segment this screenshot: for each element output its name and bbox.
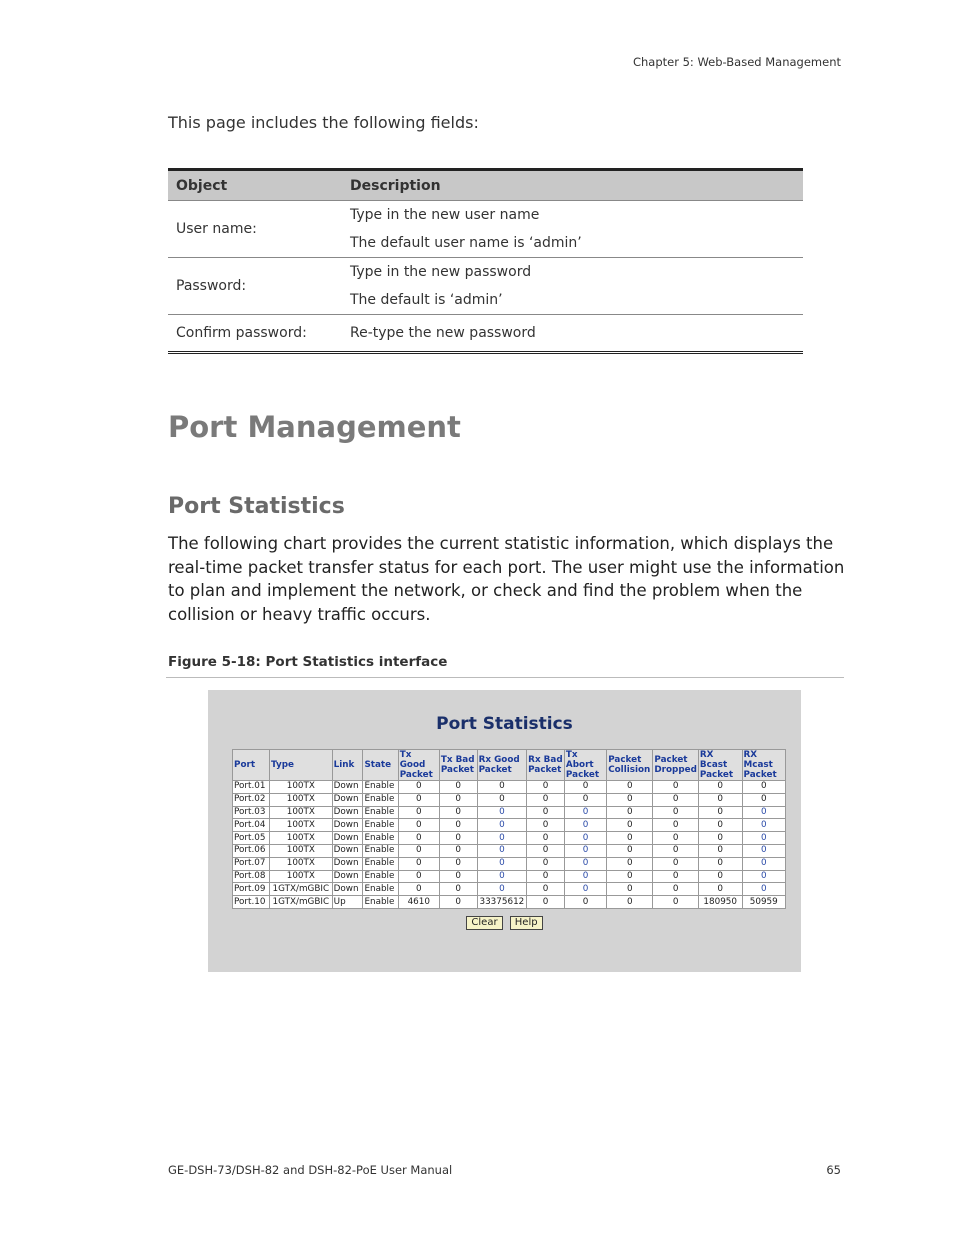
stats-cell: 0 xyxy=(477,857,527,870)
fields-table xyxy=(168,168,803,354)
stats-cell: 0 xyxy=(564,832,606,845)
stats-cell: 0 xyxy=(398,806,439,819)
stats-cell: 100TX xyxy=(270,781,333,794)
stats-cell: 0 xyxy=(653,806,699,819)
stats-cell: Port.03 xyxy=(233,806,270,819)
stats-cell: Up xyxy=(332,896,363,909)
stats-cell: Enable xyxy=(363,781,398,794)
fields-table-header xyxy=(168,170,803,201)
help-button[interactable]: Help xyxy=(510,916,543,930)
stats-cell: Enable xyxy=(363,857,398,870)
stats-cell: 0 xyxy=(698,793,742,806)
stats-cell: Down xyxy=(332,883,363,896)
stats-cell: Down xyxy=(332,819,363,832)
stats-column-header: State xyxy=(363,750,398,781)
stats-cell: 0 xyxy=(477,870,527,883)
stats-cell: 0 xyxy=(477,781,527,794)
stats-cell: 0 xyxy=(477,806,527,819)
stats-cell: 0 xyxy=(398,844,439,857)
stats-cell: 33375612 xyxy=(477,896,527,909)
clear-button[interactable]: Clear xyxy=(466,916,502,930)
stats-cell: 0 xyxy=(564,844,606,857)
stats-cell: Down xyxy=(332,870,363,883)
section-heading: Port Management xyxy=(168,410,461,444)
stats-cell: 0 xyxy=(527,793,565,806)
subsection-heading: Port Statistics xyxy=(168,494,345,519)
stats-cell: 0 xyxy=(477,844,527,857)
stats-cell: 0 xyxy=(698,806,742,819)
stats-cell: 0 xyxy=(527,883,565,896)
stats-cell: 50959 xyxy=(742,896,786,909)
table-row xyxy=(233,844,786,857)
stats-cell: Down xyxy=(332,806,363,819)
field-object: Password: xyxy=(168,258,334,315)
intro-text: This page includes the following fields: xyxy=(168,113,479,132)
stats-cell: Port.09 xyxy=(233,883,270,896)
stats-cell: 0 xyxy=(742,832,786,845)
field-description: The default user name is ‘admin’ xyxy=(334,229,803,258)
body-paragraph: The following chart provides the current statistic information, which displays the real-time packet transfer status for each port. The user might use the information to plan and implement the network, or check and find the problem when the collision or heavy traffic occurs. xyxy=(168,534,845,624)
stats-cell: 0 xyxy=(564,857,606,870)
stats-cell: 0 xyxy=(564,793,606,806)
stats-cell: Down xyxy=(332,781,363,794)
stats-cell: 0 xyxy=(742,781,786,794)
stats-cell: Enable xyxy=(363,793,398,806)
stats-cell: 0 xyxy=(607,793,653,806)
stats-cell: 0 xyxy=(607,896,653,909)
stats-cell: 0 xyxy=(742,857,786,870)
stats-cell: 0 xyxy=(439,857,477,870)
stats-cell: 0 xyxy=(698,857,742,870)
stats-cell: 0 xyxy=(698,883,742,896)
stats-cell: 100TX xyxy=(270,870,333,883)
table-row xyxy=(233,819,786,832)
stats-cell: 0 xyxy=(398,819,439,832)
stats-cell: 0 xyxy=(698,870,742,883)
field-object: User name: xyxy=(168,201,334,258)
header-object: Object xyxy=(168,170,334,201)
stats-cell: Enable xyxy=(363,844,398,857)
field-description: Re-type the new password xyxy=(350,325,536,341)
stats-cell: Enable xyxy=(363,819,398,832)
stats-cell: 0 xyxy=(564,806,606,819)
stats-cell: 0 xyxy=(564,781,606,794)
stats-cell: Enable xyxy=(363,832,398,845)
stats-cell: Port.10 xyxy=(233,896,270,909)
stats-column-header: RX Bcast Packet xyxy=(698,750,742,781)
stats-cell: 0 xyxy=(653,793,699,806)
stats-cell: 0 xyxy=(607,819,653,832)
stats-cell: Enable xyxy=(363,870,398,883)
stats-cell: 0 xyxy=(527,806,565,819)
stats-cell: 0 xyxy=(607,857,653,870)
stats-header-row xyxy=(233,750,786,781)
stats-cell: 0 xyxy=(742,844,786,857)
stats-cell: 1GTX/mGBIC xyxy=(270,896,333,909)
stats-cell: 0 xyxy=(698,844,742,857)
stats-cell: 0 xyxy=(698,781,742,794)
stats-cell: 0 xyxy=(742,806,786,819)
table-row xyxy=(233,781,786,794)
stats-cell: 0 xyxy=(564,870,606,883)
port-statistics-table xyxy=(232,749,786,909)
stats-cell: 0 xyxy=(439,793,477,806)
stats-cell: Port.02 xyxy=(233,793,270,806)
stats-cell: 0 xyxy=(477,832,527,845)
stats-cell: 0 xyxy=(527,819,565,832)
table-row xyxy=(168,201,803,230)
stats-column-header: Link xyxy=(332,750,363,781)
stats-cell: 0 xyxy=(439,883,477,896)
chapter-header: Chapter 5: Web-Based Management xyxy=(632,55,841,69)
stats-cell: 0 xyxy=(742,870,786,883)
stats-cell: 100TX xyxy=(270,857,333,870)
stats-column-header: Packet Collision xyxy=(607,750,653,781)
page-number: 65 xyxy=(826,1163,841,1177)
stats-cell: 0 xyxy=(527,870,565,883)
stats-cell: 0 xyxy=(607,870,653,883)
field-description: The default is ‘admin’ xyxy=(334,286,803,315)
stats-cell: Port.08 xyxy=(233,870,270,883)
stats-cell: 0 xyxy=(477,819,527,832)
stats-cell: 0 xyxy=(439,819,477,832)
stats-cell: 180950 xyxy=(698,896,742,909)
stats-cell: 4610 xyxy=(398,896,439,909)
table-row xyxy=(233,896,786,909)
stats-cell: Enable xyxy=(363,806,398,819)
stats-cell: 0 xyxy=(653,832,699,845)
stats-column-header: RX Mcast Packet xyxy=(742,750,786,781)
button-row xyxy=(208,916,801,930)
stats-cell: 0 xyxy=(607,883,653,896)
table-row xyxy=(233,883,786,896)
stats-column-header: Rx Bad Packet xyxy=(527,750,565,781)
stats-cell: 0 xyxy=(742,883,786,896)
stats-cell: 0 xyxy=(742,793,786,806)
stats-cell: 0 xyxy=(398,781,439,794)
stats-cell: 0 xyxy=(439,870,477,883)
stats-cell: 100TX xyxy=(270,832,333,845)
stats-cell: 0 xyxy=(439,806,477,819)
stats-cell: Enable xyxy=(363,883,398,896)
stats-cell: 0 xyxy=(527,781,565,794)
stats-cell: 0 xyxy=(527,896,565,909)
stats-cell: Down xyxy=(332,832,363,845)
stats-cell: 0 xyxy=(477,883,527,896)
stats-column-header: Tx Good Packet xyxy=(398,750,439,781)
stats-cell: 0 xyxy=(653,857,699,870)
stats-cell: 100TX xyxy=(270,806,333,819)
stats-cell: 0 xyxy=(698,832,742,845)
port-statistics-screenshot xyxy=(208,690,801,972)
stats-column-header: Packet Dropped xyxy=(653,750,699,781)
stats-cell: Down xyxy=(332,844,363,857)
stats-cell: Enable xyxy=(363,896,398,909)
stats-cell: Down xyxy=(332,793,363,806)
figure-caption: Figure 5-18: Port Statistics interface xyxy=(168,654,448,670)
stats-cell: 0 xyxy=(527,832,565,845)
footer-manual-title: GE-DSH-73/DSH-82 and DSH-82-PoE User Manual xyxy=(168,1163,453,1177)
stats-cell: 0 xyxy=(607,844,653,857)
stats-cell: 100TX xyxy=(270,819,333,832)
stats-cell: 0 xyxy=(439,896,477,909)
stats-cell: 0 xyxy=(398,883,439,896)
stats-cell: Port.05 xyxy=(233,832,270,845)
stats-cell: 0 xyxy=(607,832,653,845)
table-row xyxy=(233,857,786,870)
stats-cell: Port.06 xyxy=(233,844,270,857)
stats-column-header: Tx Bad Packet xyxy=(439,750,477,781)
field-description: Type in the new user name xyxy=(350,207,540,223)
stats-cell: 0 xyxy=(477,793,527,806)
screenshot-title: Port Statistics xyxy=(436,714,573,734)
stats-cell: 0 xyxy=(398,870,439,883)
stats-cell: 0 xyxy=(564,896,606,909)
stats-cell: 0 xyxy=(607,806,653,819)
stats-cell: Port.01 xyxy=(233,781,270,794)
stats-cell: 0 xyxy=(564,883,606,896)
stats-cell: 0 xyxy=(653,819,699,832)
stats-cell: 0 xyxy=(742,819,786,832)
table-row xyxy=(168,258,803,287)
stats-cell: 0 xyxy=(398,857,439,870)
stats-cell: 0 xyxy=(653,883,699,896)
stats-cell: 0 xyxy=(398,832,439,845)
stats-cell: 100TX xyxy=(270,844,333,857)
field-description: Type in the new password xyxy=(350,264,532,280)
stats-cell: 0 xyxy=(607,781,653,794)
stats-cell: 0 xyxy=(653,781,699,794)
stats-cell: 0 xyxy=(653,896,699,909)
stats-cell: 0 xyxy=(439,844,477,857)
stats-cell: Port.04 xyxy=(233,819,270,832)
table-row xyxy=(233,870,786,883)
table-row xyxy=(233,793,786,806)
stats-cell: 100TX xyxy=(270,793,333,806)
stats-cell: 1GTX/mGBIC xyxy=(270,883,333,896)
table-row xyxy=(233,832,786,845)
stats-column-header: Port xyxy=(233,750,270,781)
stats-cell: Port.07 xyxy=(233,857,270,870)
stats-cell: 0 xyxy=(698,819,742,832)
stats-cell: 0 xyxy=(653,844,699,857)
stats-cell: 0 xyxy=(398,793,439,806)
stats-column-header: Tx Abort Packet xyxy=(564,750,606,781)
stats-cell: 0 xyxy=(439,832,477,845)
stats-cell: 0 xyxy=(564,819,606,832)
stats-cell: 0 xyxy=(653,870,699,883)
table-row xyxy=(233,806,786,819)
field-object: Confirm password: xyxy=(176,325,307,341)
table-row xyxy=(168,315,803,353)
stats-column-header: Type xyxy=(270,750,333,781)
stats-column-header: Rx Good Packet xyxy=(477,750,527,781)
stats-cell: 0 xyxy=(527,844,565,857)
stats-cell: Down xyxy=(332,857,363,870)
stats-cell: 0 xyxy=(439,781,477,794)
header-description: Description xyxy=(334,170,803,201)
caption-divider xyxy=(166,677,844,678)
stats-cell: 0 xyxy=(527,857,565,870)
